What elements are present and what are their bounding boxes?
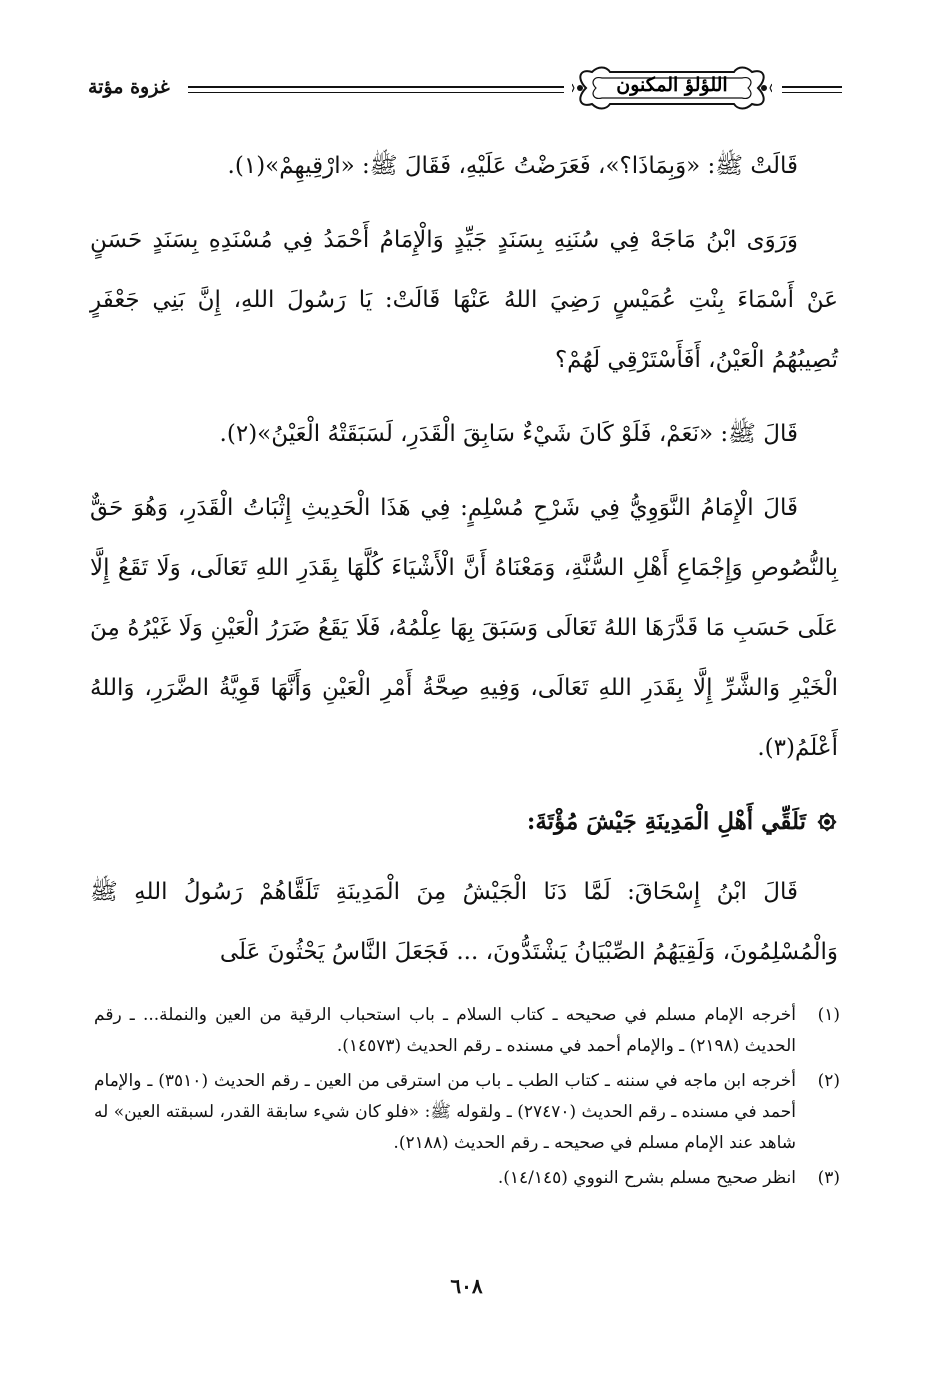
footnote [94,1000,840,1062]
footnote-number: (٢) [817,1071,840,1091]
paragraph-5: قَالَ ابْنُ إِسْحَاقَ: لَمَّا دَنَا الْجَيْشُ مِنَ الْمَدِينَةِ تَلَقَّاهُمْ رَسُولُ اللهِ ﷺ وَالْمُسْلِمُونَ، وَلَقِيَهُمُ الصِّبْيَانُ يَشْتَدُّونَ، ... فَجَعَلَ النَّاسُ يَحْثُونَ عَلَى [90,879,838,965]
header-rule-left [188,86,564,88]
header-rule-right [782,86,842,88]
book-title-cartouche [572,64,772,112]
paragraph-1: قَالَتْ ﷺ: «وَبِمَاذَا؟»، فَعَرَضْتُ عَلَيْهِ، فَقَالَ ﷺ: «ارْقِيهِمْ»(١). [227,153,798,179]
footnotes [94,1000,840,1198]
running-header [88,62,846,118]
flower-ornament-icon [816,811,838,833]
paragraph-4: قَالَ الْإِمَامُ النَّوَوِيُّ فِي شَرْحِ مُسْلِمٍ: فِي هَذَا الْحَدِيثِ إِثْبَاتُ الْقَدَرِ، وَهُوَ حَقٌّ بِالنُّصُوصِ وَإِجْمَاعِ أَهْلِ السُّنَّةِ، وَمَعْنَاهُ أَنَّ الْأَشْيَاءَ كُلَّهَا بِقَدَرِ اللهِ تَعَالَى، وَلَا تَقَعُ إِلَّا عَلَى حَسَبِ مَا قَدَّرَهَا اللهُ تَعَالَى وَسَبَقَ بِهَا عِلْمُهُ، فَلَا يَقَعُ ضَرَرُ الْعَيْنِ وَلَا غَيْرُهُ مِنَ الْخَيْرِ وَالشَّرِّ إِلَّا بِقَدَرِ اللهِ تَعَالَى، وَفِيهِ صِحَّةُ أَمْرِ الْعَيْنِ وَأَنَّهَا قَوِيَّةُ الضَّرَرِ، وَاللهُ أَعْلَمُ(٣). [90,495,839,761]
section-title: غزوة مؤتة [88,76,170,98]
footnote-number: (١) [817,1005,840,1025]
page-number: ٦٠٨ [450,1274,483,1298]
book-title: اللؤلؤ المكنون [616,74,728,96]
footnote-number: (٣) [817,1168,840,1188]
footnote-text: أخرجه الإمام مسلم في صحيحه ـ كتاب السلام ـ باب استحباب الرقية من العين والنملة... ـ رقم الحديث (٢١٩٨) ـ والإمام أحمد في مسنده ـ رقم الحديث (١٤٥٧٣). [94,1005,796,1056]
footnote-text: أخرجه ابن ماجه في سننه ـ كتاب الطب ـ باب من استرقى من العين ـ رقم الحديث (٣٥١٠) ـ والإمام أحمد في مسنده ـ رقم الحديث (٢٧٤٧٠) ـ ولقوله ﷺ: «فلو كان شيء سابقة القدر، لسبقته العين» له شاهد عند الإمام مسلم في صحيحه ـ رقم الحديث (٢١٨٨). [94,1071,796,1153]
section-heading [90,792,838,852]
footnote [94,1163,840,1194]
main-text [90,136,838,982]
paragraph-2: وَرَوَى ابْنُ مَاجَهْ فِي سُنَنِهِ بِسَنَدٍ جَيِّدٍ وَالْإِمَامُ أَحْمَدُ فِي مُسْنَدِهِ بِسَنَدٍ حَسَنٍ عَنْ أَسْمَاءَ بِنْتِ عُمَيْسٍ رَضِيَ اللهُ عَنْهَا قَالَتْ: يَا رَسُولَ اللهِ، إِنَّ بَنِي جَعْفَرٍ تُصِيبُهُمُ الْعَيْنُ، أَفَأَسْتَرْقِي لَهُمْ؟ [90,227,838,373]
section-heading-text: تَلَقِّي أَهْلِ الْمَدِينَةِ جَيْشَ مُؤْتَةَ: [526,808,806,835]
paragraph-3: قَالَ ﷺ: «نَعَمْ، فَلَوْ كَانَ شَيْءٌ سَابِقَ الْقَدَرِ، لَسَبَقَتْهُ الْعَيْنُ»(٢). [219,421,798,447]
footnote [94,1066,840,1159]
footnote-text: انظر صحيح مسلم بشرح النووي (١٤/١٤٥). [497,1168,796,1188]
